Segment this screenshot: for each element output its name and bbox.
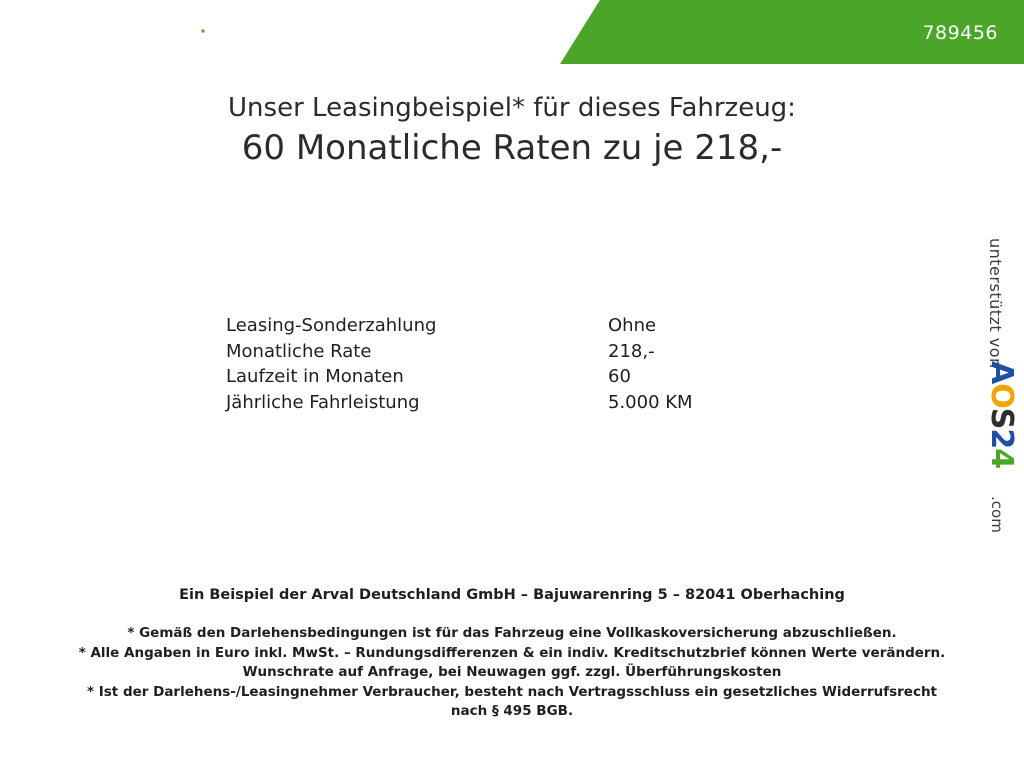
sponsor-logo-s: S xyxy=(984,407,1019,429)
detail-label: Jährliche Fahrleistung xyxy=(226,391,420,413)
brand-name-feser: FESER xyxy=(60,13,177,48)
page-title: 60 Monatliche Raten zu je 218,- xyxy=(241,128,783,168)
sponsor-logo-2: 2 xyxy=(984,428,1019,449)
brand-name-graf: GRAF xyxy=(230,13,330,48)
header-bar xyxy=(0,0,1024,64)
footer-dealer-info: Ein Beispiel der Arval Deutschland GmbH – Bajuwarenring 5 – 82041 Oberhaching xyxy=(179,587,845,603)
detail-value: 5.000 KM xyxy=(608,391,693,413)
vehicle-number: 789456 xyxy=(922,22,998,44)
footer-note-line: * Gemäß den Darlehensbedingungen ist für das Fahrzeug eine Vollkaskoversicherung abzuschließen. xyxy=(127,625,897,641)
sponsor-logo-4: 4 xyxy=(984,448,1019,469)
sponsor-supported-by-label: unterstützt von xyxy=(986,238,1005,369)
detail-value: 60 xyxy=(608,366,631,387)
footer-legal-notes xyxy=(0,624,1024,722)
footer-note-line: * Alle Angaben in Euro inkl. MwSt. – Rundungsdifferenzen & ein indiv. Kreditschutzbrief können Werte verändern. xyxy=(78,644,946,661)
detail-label: Leasing-Sonderzahlung xyxy=(226,315,437,336)
detail-label: Laufzeit in Monaten xyxy=(226,366,404,387)
sponsor-logo-o: O xyxy=(984,383,1019,408)
footer-note-line: nach § 495 BGB. xyxy=(450,703,574,719)
sponsor-logo-a: A xyxy=(984,361,1019,384)
table-row xyxy=(226,390,786,416)
table-row xyxy=(226,339,786,365)
sponsor-strip xyxy=(980,238,1024,538)
footer-note-line: * Ist der Darlehens-/Leasingnehmer Verbraucher, besteht nach Vertragsschluss ein gesetzliches Widerrufsrecht xyxy=(86,683,938,700)
leasing-details-table xyxy=(226,313,786,415)
brand-logo xyxy=(60,13,330,48)
sponsor-logo xyxy=(984,361,1018,468)
page-subtitle: Unser Leasingbeispiel* für dieses Fahrzeug: xyxy=(228,93,796,123)
table-row xyxy=(226,313,786,339)
footer-note-line: Wunschrate auf Anfrage, bei Neuwagen ggf. zzgl. Überführungskosten xyxy=(242,664,782,680)
title-block xyxy=(0,92,1024,170)
detail-label: Monatliche Rate xyxy=(226,340,372,362)
table-row xyxy=(226,364,786,390)
detail-value: 218,- xyxy=(608,340,655,362)
clover-icon xyxy=(188,16,218,46)
detail-value: Ohne xyxy=(608,315,657,336)
sponsor-domain: .com xyxy=(988,496,1006,533)
